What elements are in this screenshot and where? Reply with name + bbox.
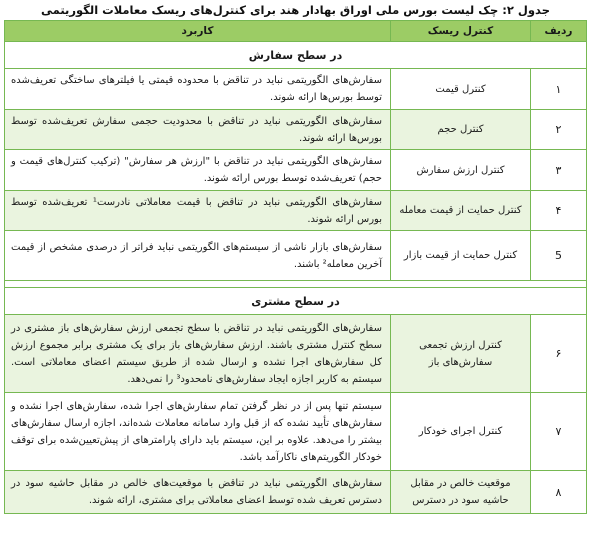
row-index: ۷ bbox=[531, 393, 587, 471]
row-usage: سفارش‌های الگوریتمی نباید در تناقض با محدوده قیمتی یا فیلترهای ساختگی تعریف‌شده توسط بورس‌ها ارائه شوند. bbox=[5, 69, 391, 110]
row-usage: سفارش‌های الگوریتمی نباید در تناقض با موقعیت‌های خالص در مقابل حاشیه سود در دسترس تعریف شده توسط اعضای معاملاتی برای مشتری، ارائه شوند. bbox=[5, 471, 391, 514]
row-control: موقعیت خالص در مقابل حاشیه سود در دسترس bbox=[391, 471, 531, 514]
row-usage: سفارش‌های الگوریتمی نباید در تناقض با محدودیت حجمی سفارش تعریف‌شده توسط بورس‌ها ارائه شوند. bbox=[5, 110, 391, 150]
row-usage: سیستم تنها پس از در نظر گرفتن تمام سفارش‌های اجرا شده، سفارش‌های اجرا نشده و سفارش‌های تأیید نشده که از قبل وارد سامانه معاملات شده‌اند، اجازه ارسال سفارش‌های بیشتر را می‌دهد. علاوه بر این، سیستم باید دارای پارامترهای از پیش‌تعیین‌شده برای توقف خودکار الگوریتم‌های ناکارآمد باشد. bbox=[5, 393, 391, 471]
section-title: در سطح مشتری bbox=[5, 288, 587, 315]
section-separator bbox=[5, 281, 587, 288]
table-row bbox=[5, 110, 587, 150]
header-index: ردیف bbox=[531, 21, 587, 42]
risk-controls-table bbox=[4, 20, 587, 514]
row-control: کنترل حجم bbox=[391, 110, 531, 150]
row-usage: سفارش‌های الگوریتمی نباید در تناقض با قیمت معاملاتی نادرست¹ تعریف‌شده توسط بورس ارائه شوند. bbox=[5, 191, 391, 231]
section-row-client-level bbox=[5, 288, 587, 315]
table-row bbox=[5, 471, 587, 514]
table-row bbox=[5, 315, 587, 393]
header-row bbox=[5, 21, 587, 42]
section-row-order-level bbox=[5, 42, 587, 69]
table-row bbox=[5, 150, 587, 191]
row-index: 5 bbox=[531, 231, 587, 281]
row-control: کنترل حمایت از قیمت معامله bbox=[391, 191, 531, 231]
row-index: ۸ bbox=[531, 471, 587, 514]
header-control: کنترل ریسک bbox=[391, 21, 531, 42]
row-index: ۱ bbox=[531, 69, 587, 110]
header-usage: کاربرد bbox=[5, 21, 391, 42]
separator-cell bbox=[5, 281, 587, 288]
row-control: کنترل اجرای خودکار bbox=[391, 393, 531, 471]
row-index: ۴ bbox=[531, 191, 587, 231]
row-index: ۶ bbox=[531, 315, 587, 393]
row-control: کنترل قیمت bbox=[391, 69, 531, 110]
row-control: کنترل حمایت از قیمت بازار bbox=[391, 231, 531, 281]
table-row bbox=[5, 69, 587, 110]
table-row bbox=[5, 191, 587, 231]
section-title: در سطح سفارش bbox=[5, 42, 587, 69]
table-row bbox=[5, 393, 587, 471]
table-caption: جدول ۲: چک لیست بورس ملی اوراق بهادار هند برای کنترل‌های ریسک معاملات الگوریتمی bbox=[41, 3, 550, 17]
row-usage: سفارش‌های بازار ناشی از سیستم‌های الگوریتمی نباید فراتر از درصدی مشخص از قیمت آخرین معامله² باشند. bbox=[5, 231, 391, 281]
row-usage: سفارش‌های الگوریتمی نباید در تناقض با سطح تجمعی ارزش سفارش‌های باز مشتری در سطح کنترل مشتری باشند. ارزش سفارش‌های باز برای یک مشتری برابر مجموع ارزش کل سفارش‌های اجرا نشده و ارسال شده از طریق سیستم اعضای معاملاتی است. سیستم به کاربر اجازه ایجاد سفارش‌های نامحدود³ را نمی‌دهد. bbox=[5, 315, 391, 393]
row-index: ۲ bbox=[531, 110, 587, 150]
row-usage: سفارش‌های الگوریتمی نباید در تناقض با "ارزش هر سفارش" (ترکیب کنترل‌های قیمت و حجم) تعریف‌شده توسط بورس ارائه شوند. bbox=[5, 150, 391, 191]
row-control: کنترل ارزش تجمعی سفارش‌های باز bbox=[391, 315, 531, 393]
row-control: کنترل ارزش سفارش bbox=[391, 150, 531, 191]
table-row bbox=[5, 231, 587, 281]
row-index: ۳ bbox=[531, 150, 587, 191]
